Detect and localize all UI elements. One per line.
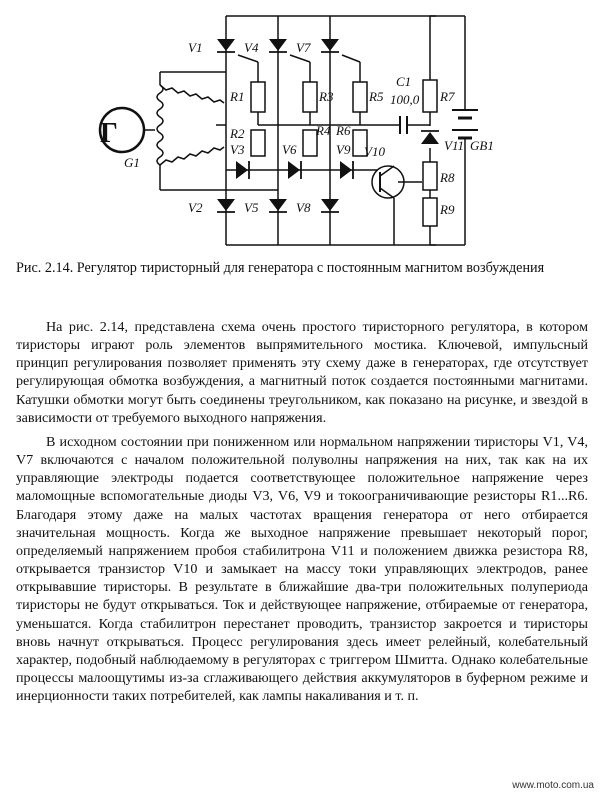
figure-caption: Рис. 2.14. Регулятор тиристорный для генератора с постоянным магнитом возбуждения — [16, 260, 545, 276]
label-g1: G1 — [124, 155, 140, 170]
label-v4: V4 — [244, 40, 259, 55]
label-v9: V9 — [336, 142, 351, 157]
circuit-schematic — [0, 0, 600, 250]
label-v11: V11 — [444, 138, 464, 153]
label-gb1: GB1 — [470, 138, 494, 153]
resistor-r9 — [423, 198, 437, 226]
label-v3: V3 — [230, 142, 245, 157]
resistor-r8 — [423, 162, 437, 190]
label-v6: V6 — [282, 142, 297, 157]
label-r2: R2 — [230, 126, 245, 141]
label-v1: V1 — [188, 40, 203, 55]
label-c1-value: 100,0 — [390, 92, 420, 107]
label-c1: C1 — [396, 74, 412, 89]
generator-symbol: Г — [100, 118, 118, 149]
resistor-r5 — [353, 82, 367, 112]
label-r4: R4 — [316, 123, 331, 138]
paragraph-2: В исходном состоянии при пониженном или нормальном напряжении тиристоры V1, V4, V7 включаются с началом положительной полуволны напряжения на них, так как на их управляющие электроды подается соответствующее положительное напряжение через маломощные вспомогательные диоды V3, V6, V9 и токоограничивающие резисторы R1...R6. Благодаря этому даже на малых частотах вращения генератора от него отбирается значительная мощность. Когда же выходное напряжение превышает некоторый порог, определяемый напряжением пробоя стабилитрона V11 и положением движка резистора R8, открывается транзистор V10 и замыкает на массу токи управляющих электродов, ранее открывавшие тиристоры. В результате в ближайшие два-три положительных полупериода тиристоры не будут открываться. Ток и действующее напряжение, отбираемые от генератора, уменьшатся. Когда стабилитрон перестанет проводить, транзистор закроется и тиристоры вновь начнут открываться. Процесс регулирования здесь имеет релейный, колебательный характер, подобный наблюдаемому в регуляторах с триггером Шмитта. Однако колебательные процессы малоощутимы из-за сглаживающего действия аккумуляторов в буферном режиме и инерционности таких потребителей, как лампы накаливания и т. п. — [16, 433, 588, 705]
delta-winding — [157, 85, 224, 165]
label-r6: R6 — [336, 123, 351, 138]
resistor-r2 — [251, 130, 265, 156]
label-v8: V8 — [296, 200, 311, 215]
label-r3: R3 — [319, 89, 334, 104]
label-v10: V10 — [364, 144, 385, 159]
label-v2: V2 — [188, 200, 203, 215]
label-r7: R7 — [440, 89, 455, 104]
label-v5: V5 — [244, 200, 259, 215]
label-r8: R8 — [440, 170, 455, 185]
article-body — [16, 318, 588, 705]
resistor-r1 — [251, 82, 265, 112]
resistor-r3 — [303, 82, 317, 112]
paragraph-1: На рис. 2.14, представлена схема очень простого тиристорного регулятора, в котором тиристоры играют роль элементов выпрямительного мостика. Ключевой, импульсный принцип регулирования позволяет применять эту схему даже в генераторах, где отсутствует регулирующая обмотка возбуждения, а магнитный поток создается постоянными магнитами. Катушки обмотки могут быть соединены треугольником, как показано на рисунке, и звездой в зависимости от требуемого выходного напряжения. — [16, 319, 588, 426]
watermark: www.moto.com.ua — [512, 780, 594, 791]
label-v7: V7 — [296, 40, 311, 55]
resistor-r4 — [303, 130, 317, 156]
label-r9: R9 — [440, 202, 455, 217]
label-r1: R1 — [230, 89, 245, 104]
label-r5: R5 — [369, 89, 384, 104]
resistor-r7 — [423, 80, 437, 112]
